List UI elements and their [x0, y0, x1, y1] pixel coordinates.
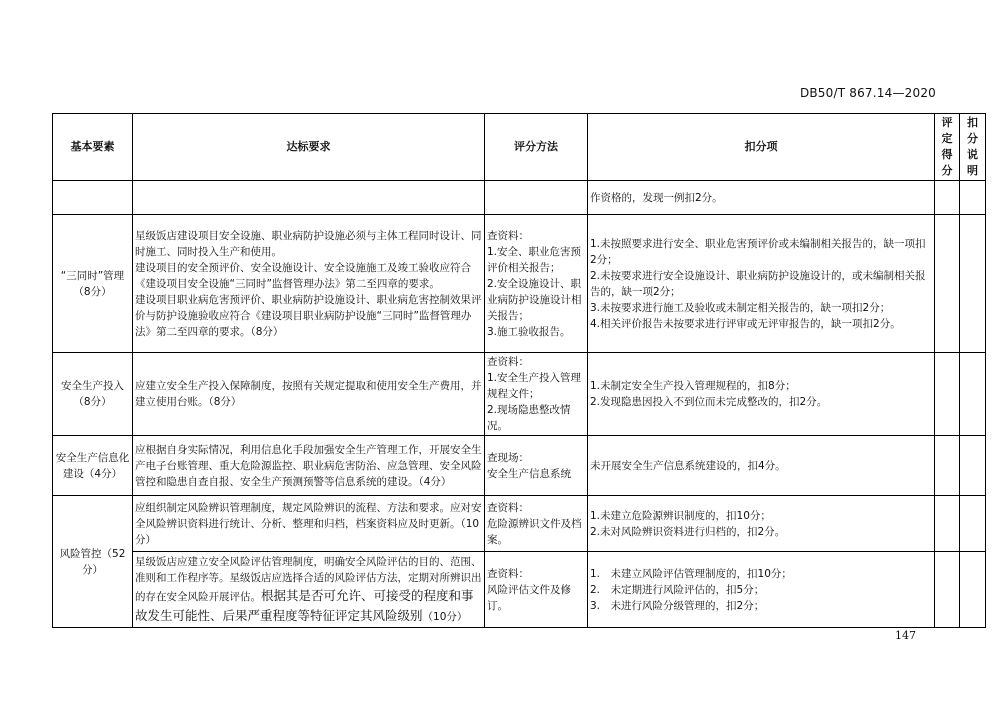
deduction-line: 1. 未建立风险评估管理制度的，扣10分； [590, 567, 792, 580]
col-header-note: 扣分说明 [960, 114, 986, 181]
deduction-cell [588, 181, 935, 215]
deduction-line: 2.未按要求进行安全设施设计、职业病防护设施设计的，或未编制相关报告的，缺一项2分； [590, 269, 926, 298]
method-line: 危险源辨识文件及档案。 [487, 517, 582, 546]
deduction-line: 1.未制定安全生产投入管理规程的，扣8分； [590, 380, 796, 392]
note-cell [960, 353, 986, 436]
requirement-line: 应组织制定风险辨识管理制度，规定风险辨识的流程、方法和要求。应对安全风险辨识资料进行统计、分析、整理和归档，档案资料应及时更新。（10分） [135, 501, 482, 546]
requirement-line: 应建立安全生产投入保障制度，按照有关规定提取和使用安全生产费用，并建立使用台账。（8分） [135, 380, 482, 408]
method-cell [485, 181, 588, 215]
deduction-line: 未开展安全生产信息系统建设的，扣4分。 [590, 459, 786, 472]
table-row [53, 436, 986, 496]
method-line: 风险评估文件及修订。 [487, 583, 571, 612]
method-line: 安全生产信息系统 [487, 467, 571, 480]
element-cell: 安全生产投入（8分） [53, 353, 133, 436]
deduction-line: 3. 未进行风险分级管理的，扣2分； [590, 599, 765, 612]
deduction-cell [588, 215, 935, 353]
element-cell [53, 181, 133, 215]
note-cell [960, 181, 986, 215]
requirement-cell [133, 436, 485, 496]
method-line: 查资料： [487, 229, 529, 242]
requirement-line: 建设项目职业病危害预评价、职业病防护设施设计、职业病危害控制效果评价与防护设施验收应符合《建设项目职业病防护设施“三同时”监督管理办法》第二至四章的要求。（8分） [135, 293, 482, 338]
deduction-line: 2. 未定期进行风险评估的，扣5分； [590, 583, 765, 596]
deduction-line: 4.相关评价报告未按要求进行评审或无评审报告的，缺一项扣2分。 [590, 317, 901, 330]
method-line: 查资料： [487, 356, 529, 368]
col-header-method: 评分方法 [485, 114, 588, 181]
deduction-line: 2.发现隐患因投入不到位而未完成整改的，扣2分。 [590, 396, 828, 408]
table-row [53, 215, 986, 353]
evaluation-table [52, 113, 986, 628]
method-line: 查资料： [487, 501, 529, 514]
method-cell [485, 353, 588, 436]
method-line: 查现场： [487, 451, 529, 464]
col-header-element: 基本要素 [53, 114, 133, 181]
requirement-cell [133, 353, 485, 436]
score-cell [935, 215, 960, 353]
method-cell [485, 496, 588, 552]
table-row [53, 496, 986, 552]
score-cell [935, 436, 960, 496]
method-cell [485, 215, 588, 353]
requirement-cell [133, 496, 485, 552]
requirement-emphasis: 根据其是否可允许、可接受的程度和事故发生可能性、后果严重程度等特征评定其风险级别 [135, 587, 474, 623]
requirement-line: 应根据自身实际情况，利用信息化手段加强安全生产管理工作，开展安全生产电子台账管理、重大危险源监控、职业病危害防治、应急管理、安全风险管控和隐患自查自报、安全生产预测预警等信息系统的建设。（4分） [135, 443, 482, 488]
page-number: 147 [895, 629, 916, 642]
requirement-cell [133, 552, 485, 628]
method-line: 1.安全生产投入管理规程文件； [487, 372, 582, 400]
document-code: DB50/T 867.14—2020 [799, 86, 936, 100]
deduction-line: 2.未对风险辨识资料进行归档的，扣2分。 [590, 525, 786, 538]
requirement-cell [133, 181, 485, 215]
score-cell [935, 353, 960, 436]
element-cell: 风险管控（52分） [53, 496, 133, 628]
element-cell: 安全生产信息化建设（4分） [53, 436, 133, 496]
requirement-line: 建设项目的安全预评价、安全设施设计、安全设施施工及竣工验收应符合《建设项目安全设施“三同时”监督管理办法》第二至四章的要求。 [135, 261, 471, 290]
note-cell [960, 496, 986, 552]
requirement-cell [133, 215, 485, 353]
method-line: 3.施工验收报告。 [487, 325, 571, 338]
deduction-line: 1.未建立危险源辨识制度的，扣10分； [590, 509, 771, 522]
note-cell [960, 215, 986, 353]
deduction-cell [588, 436, 935, 496]
score-cell [935, 181, 960, 215]
col-header-deductions: 扣分项 [588, 114, 935, 181]
score-cell [935, 496, 960, 552]
method-line: 1.安全、职业危害预评价相关报告； [487, 245, 582, 274]
deduction-cell [588, 353, 935, 436]
requirement-score: （10分） [422, 610, 468, 623]
table-row [53, 552, 986, 628]
deduction-line: 1.未按照要求进行安全、职业危害预评价或未编制相关报告的，缺一项扣2分； [590, 237, 926, 266]
col-header-score: 评定得分 [935, 114, 960, 181]
table-row [53, 181, 986, 215]
method-line: 查资料： [487, 567, 529, 580]
requirement-line: 星级饭店建设项目安全设施、职业病防护设施必须与主体工程同时设计、同时施工、同时投入生产和使用。 [135, 229, 482, 258]
col-header-requirement: 达标要求 [133, 114, 485, 181]
method-cell [485, 552, 588, 628]
note-cell [960, 436, 986, 496]
score-cell [935, 552, 960, 628]
method-cell [485, 436, 588, 496]
note-cell [960, 552, 986, 628]
table-row [53, 353, 986, 436]
deduction-line: 作资格的，发现一例扣2分。 [590, 191, 723, 204]
method-line: 2.现场隐患整改情况。 [487, 404, 571, 432]
deduction-cell [588, 496, 935, 552]
table-header-row [53, 114, 986, 181]
deduction-cell [588, 552, 935, 628]
element-cell: “三同时”管理（8分） [53, 215, 133, 353]
method-line: 2.安全设施设计、职业病防护设施设计相关报告； [487, 277, 582, 322]
requirement-line: 星级饭店应建立安全风险评估管理制度，明确安全风险评估的目的、范围、准则和工作程序等。星级饭店应选择合适的风险评估方法，定期对所辨识出的存在安全风险开展评估。 [135, 555, 482, 603]
deduction-line: 3.未按要求进行施工及验收或未制定相关报告的，缺一项扣2分； [590, 301, 891, 314]
